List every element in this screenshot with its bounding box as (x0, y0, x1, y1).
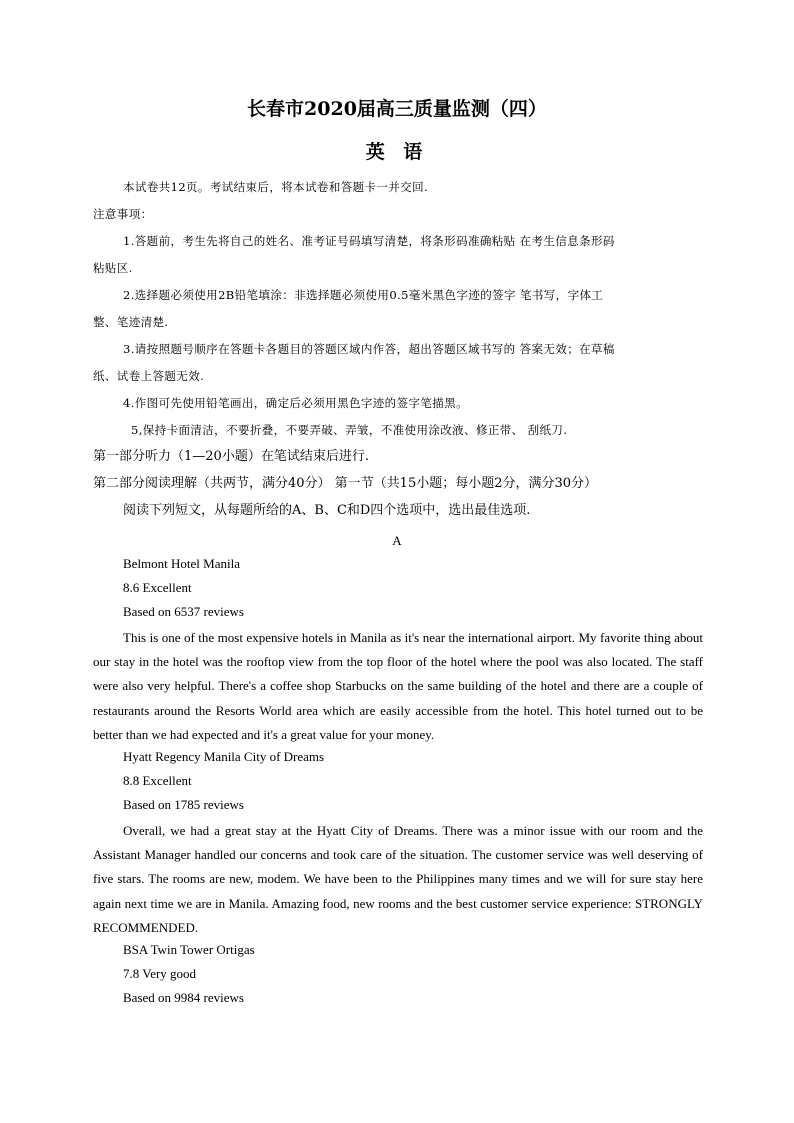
hotel-name: BSA Twin Tower Ortigas (123, 942, 255, 957)
section-part1: 第一部分听力（1—20小题）在笔试结束后进行. (93, 449, 369, 464)
hotel-review-text: Overall, we had a great stay at the Hyatt City of Dreams. There was a minor issue with our room and the Assistant Manager handled our concerns and took care of the situation. The customer service was well deserving of five stars. The rooms are new, modem. We have been to the Philippines many times and we will for sure stay here again next time we are in Manila. Amazing food, new rooms and the best customer service experience: STRONGLY RECOMMENDED. (93, 823, 703, 935)
passage-label: A (392, 533, 402, 548)
notice-item-3: 3.请按照题号顺序在答题卡各题目的答题区域内作答，超出答题区域书写的 答案无效；在草稿 (123, 342, 615, 356)
notice-intro: 本试卷共12页。考试结束后，将本试卷和答题卡一并交回. (123, 180, 429, 194)
hotel-review-count: Based on 6537 reviews (123, 604, 244, 619)
hotel-review-count: Based on 1785 reviews (123, 797, 244, 812)
notice-item-1: 1.答题前，考生先将自己的姓名、准考证号码填写清楚，将条形码准确粘贴 在考生信息条形码 (123, 234, 615, 248)
subject-title: 英 语 (365, 141, 429, 163)
notice-item-2-cont: 整、笔迹清楚. (93, 315, 169, 329)
section-part2: 第二部分阅读理解（共两节，满分40分） 第一节（共15小题；每小题2分，满分30分） (93, 476, 598, 491)
page-title: 长春市2020届高三质量监测（四） (247, 98, 547, 120)
notice-item-3-cont: 纸、试卷上答题无效. (93, 369, 205, 383)
hotel-name: Belmont Hotel Manila (123, 556, 240, 571)
hotel-review-count: Based on 9984 reviews (123, 990, 244, 1005)
hotel-review-text: This is one of the most expensive hotels in Manila as it's near the international airport. My favorite thing about our stay in the hotel was the rooftop view from the top floor of the hotel where the pool was also located. The staff were also very helpful. There's a coffee shop Starbucks on the same building of the hotel and there are a couple of restaurants around the Resorts World area which are easily accessible from the hotel. This hotel turned out to be better than we had expected and it's a great value for your money. (93, 630, 703, 742)
notice-item-1-cont: 粘贴区. (93, 261, 133, 275)
hotel-name: Hyatt Regency Manila City of Dreams (123, 749, 325, 764)
notice-label: 注意事项： (93, 207, 153, 221)
notice-item-2: 2.选择题必须使用2B铅笔填涂：非选择题必须使用0.5毫米黑色字迹的签字 笔书写，字体工 (123, 288, 604, 302)
notice-item-4: 4.作图可先使用铅笔画出，确定后必须用黑色字迹的签字笔描黑。 (123, 396, 468, 410)
hotel-rating: 7.8 Very good (123, 966, 197, 981)
notice-item-5: 5,保持卡面清洁，不要折叠，不要弄破、弄皱，不准使用涂改液、修正带、 刮纸刀. (131, 423, 568, 437)
hotel-rating: 8.6 Excellent (123, 580, 192, 595)
section-instruction: 阅读下列短文，从每题所给的A、B、C和D四个选项中，选出最佳选项. (123, 503, 531, 518)
hotel-rating: 8.8 Excellent (123, 773, 192, 788)
